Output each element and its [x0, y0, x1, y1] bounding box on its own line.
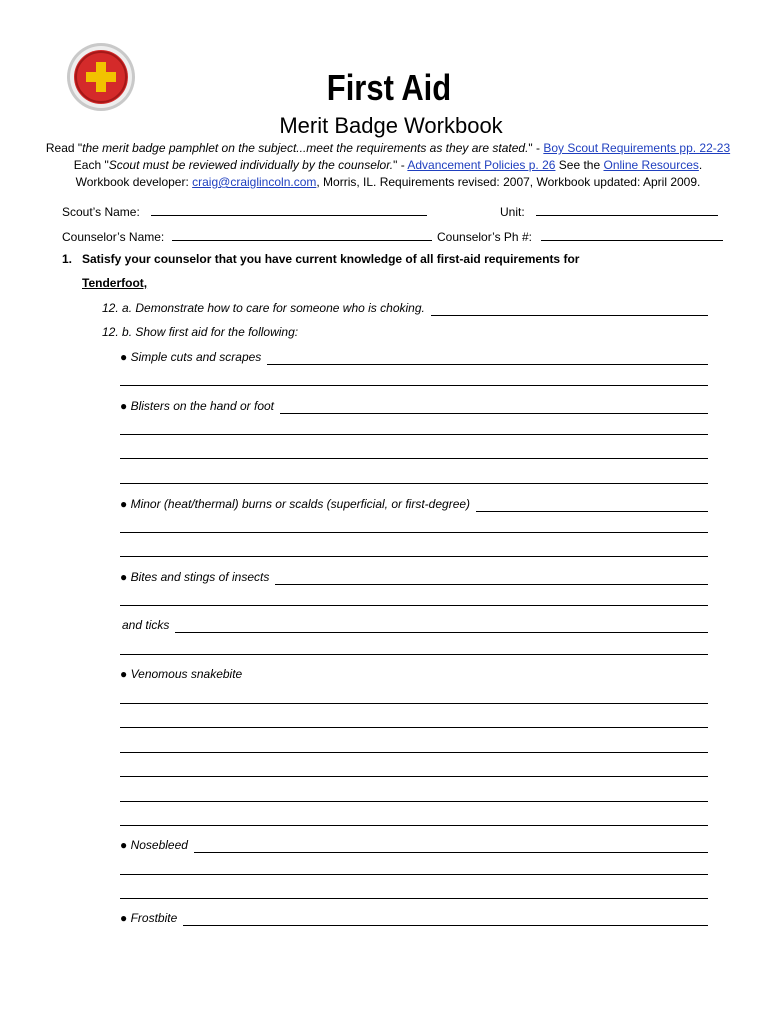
- item-burns[interactable]: [120, 496, 708, 512]
- answer-line[interactable]: [476, 499, 708, 512]
- item-bites[interactable]: [120, 569, 708, 585]
- item-label: ● Venomous snakebite: [120, 667, 243, 681]
- counselor-phone-line[interactable]: [541, 230, 723, 241]
- counselor-name-line[interactable]: [172, 230, 432, 241]
- text: .: [698, 158, 703, 172]
- page-subtitle: Merit Badge Workbook: [279, 113, 503, 138]
- answer-line[interactable]: [120, 703, 708, 704]
- text: Read ": [45, 141, 83, 155]
- answer-line[interactable]: [280, 401, 708, 414]
- item-12b: [102, 324, 298, 340]
- item-12a[interactable]: [102, 300, 708, 316]
- answer-line[interactable]: [120, 605, 708, 606]
- text: " -: [528, 141, 544, 155]
- unit-label: Unit:: [500, 205, 525, 219]
- text: " -: [393, 158, 408, 172]
- item-label: ● Frostbite: [120, 911, 178, 925]
- requirement-number: 1.: [62, 252, 73, 266]
- counselor-name-field[interactable]: [62, 229, 432, 245]
- item-ticks[interactable]: [122, 617, 708, 633]
- item-label: and ticks: [122, 618, 170, 632]
- text: , Morris, IL. Requirements revised: 2007, Workbook updated: April 2009.: [316, 175, 701, 189]
- scout-name-label: Scout’s Name:: [62, 205, 140, 219]
- requirements-link[interactable]: Boy Scout Requirements pp. 22-23: [543, 141, 731, 155]
- header-line-2: [0, 157, 768, 173]
- answer-line[interactable]: [120, 556, 708, 557]
- answer-line[interactable]: [120, 483, 708, 484]
- answer-line[interactable]: [120, 825, 708, 826]
- unit-field[interactable]: [500, 204, 718, 220]
- scout-name-field[interactable]: [62, 204, 427, 220]
- answer-line[interactable]: [175, 620, 708, 633]
- answer-line[interactable]: [120, 532, 708, 533]
- counselor-name-label: Counselor’s Name:: [62, 230, 165, 244]
- item-label: ● Simple cuts and scrapes: [120, 350, 262, 364]
- item-label: ● Minor (heat/thermal) burns or scalds (superficial, or first-degree): [120, 497, 471, 511]
- text: Workbook developer:: [75, 175, 193, 189]
- item-label: 12. a. Demonstrate how to care for someone who is choking.: [102, 301, 425, 315]
- advancement-policies-link[interactable]: Advancement Policies p. 26: [407, 158, 556, 172]
- answer-line[interactable]: [120, 385, 708, 386]
- page-title: First Aid: [326, 67, 452, 108]
- answer-line[interactable]: [120, 801, 708, 802]
- answer-line[interactable]: [120, 434, 708, 435]
- online-resources-link[interactable]: Online Resources: [603, 158, 699, 172]
- item-frostbite[interactable]: [120, 910, 708, 926]
- unit-line[interactable]: [536, 205, 718, 216]
- text: See the: [555, 158, 604, 172]
- counselor-phone-label: Counselor’s Ph #:: [437, 230, 532, 244]
- item-label: ● Nosebleed: [120, 838, 188, 852]
- item-nosebleed[interactable]: [120, 837, 708, 853]
- quote-text: the merit badge pamphlet on the subject...meet the requirements as they are stated.: [82, 141, 529, 155]
- answer-line[interactable]: [275, 572, 708, 585]
- answer-line[interactable]: [120, 898, 708, 899]
- answer-line[interactable]: [120, 458, 708, 459]
- item-label: ● Bites and stings of insects: [120, 570, 270, 584]
- developer-email-link[interactable]: craig@craiglincoln.com: [192, 175, 317, 189]
- item-label: 12. b. Show first aid for the following:: [102, 325, 299, 339]
- rank-heading: Tenderfoot,: [82, 276, 148, 290]
- item-cuts[interactable]: [120, 349, 708, 365]
- header-line-3: [0, 174, 768, 190]
- answer-line[interactable]: [120, 727, 708, 728]
- item-snakebite: [120, 666, 242, 682]
- answer-line[interactable]: [120, 776, 708, 777]
- answer-line[interactable]: [194, 840, 708, 853]
- counselor-phone-field[interactable]: [437, 229, 723, 245]
- answer-line[interactable]: [431, 303, 708, 316]
- answer-line[interactable]: [120, 874, 708, 875]
- item-blisters[interactable]: [120, 398, 708, 414]
- scout-name-line[interactable]: [151, 205, 427, 216]
- answer-line[interactable]: [120, 752, 708, 753]
- requirement-1: [62, 252, 579, 266]
- answer-line[interactable]: [267, 352, 708, 365]
- answer-line[interactable]: [183, 913, 708, 926]
- item-label: ● Blisters on the hand or foot: [120, 399, 275, 413]
- requirement-text: Satisfy your counselor that you have current knowledge of all first-aid requirements for: [82, 252, 580, 266]
- quote-text: Scout must be reviewed individually by the counselor.: [108, 158, 394, 172]
- text: Each ": [73, 158, 109, 172]
- answer-line[interactable]: [120, 654, 708, 655]
- header-line-1: [0, 140, 768, 156]
